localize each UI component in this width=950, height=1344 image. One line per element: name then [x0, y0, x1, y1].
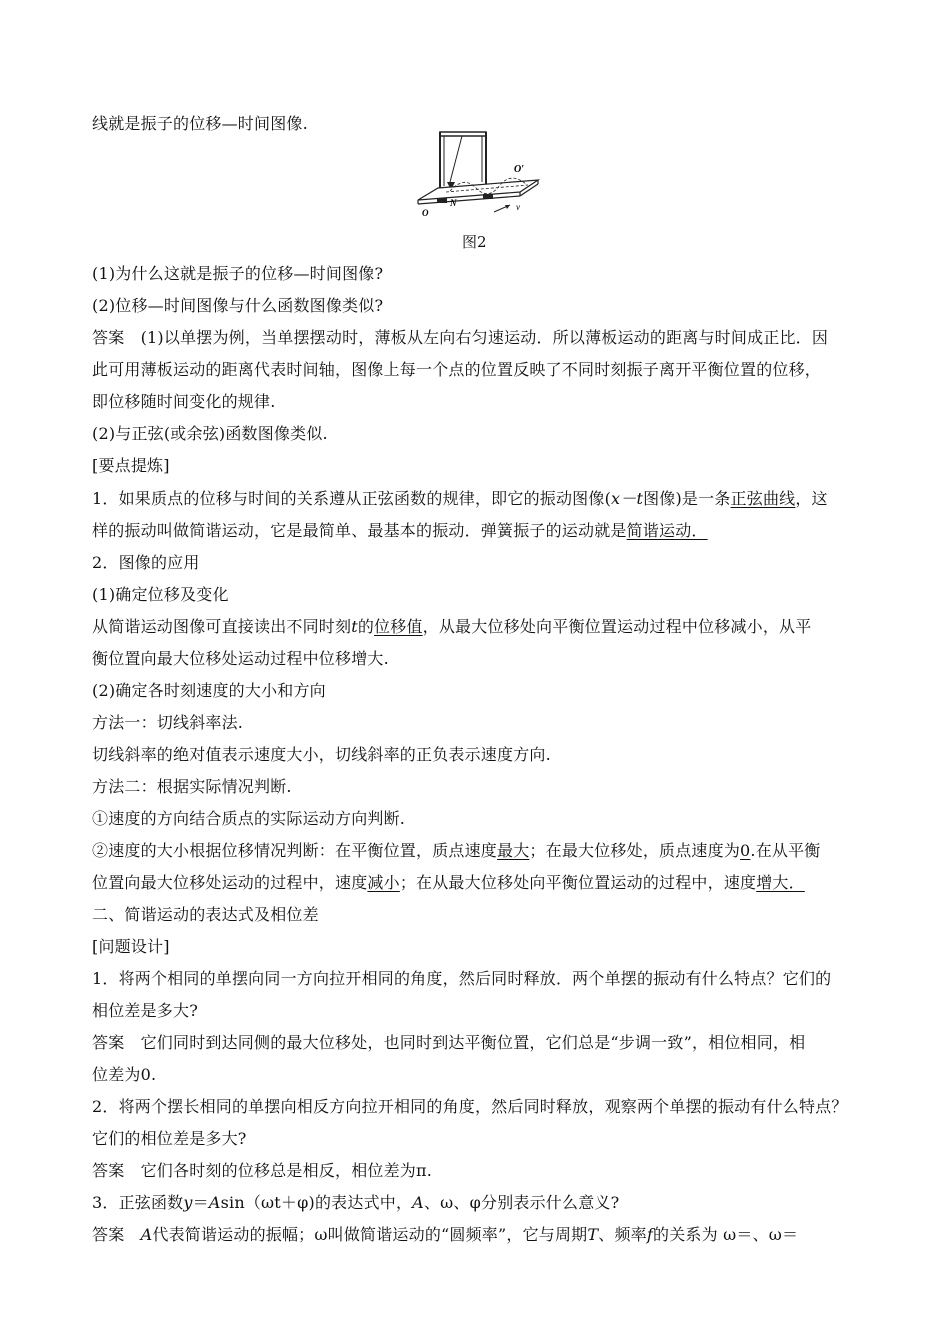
label-n: N [450, 198, 457, 208]
text-line [92, 1225, 872, 1245]
math-span: f [646, 1225, 653, 1244]
text-span: 、频率 [598, 1225, 647, 1244]
text-line [92, 617, 872, 637]
text-line [92, 489, 872, 509]
text-line: (2)与正弦(或余弦)函数图像类似. [92, 424, 328, 443]
label-o: O [422, 208, 429, 218]
text-span: ，这 [795, 489, 828, 508]
text-span: 答案 [92, 1225, 141, 1244]
text-line: ①速度的方向结合质点的实际运动方向判断. [92, 809, 406, 828]
text-span: ＝ [192, 1193, 209, 1212]
answer-underlined: 位移值 [374, 617, 423, 636]
section-heading: 二、简谐运动的表达式及相位差 [92, 905, 319, 924]
text-span: 从简谐运动图像可直接读出不同时刻 [92, 617, 352, 636]
text-line: 此可用薄板运动的距离代表时间轴，图像上每一个点的位置反映了不同时刻振子离开平衡位置的位移， [92, 360, 822, 379]
text-line: 衡位置向最大位移处运动过程中位移增大. [92, 649, 389, 668]
section-label: [要点提炼] [92, 456, 170, 475]
text-line [92, 1193, 872, 1213]
label-o-prime: O′ [514, 164, 525, 175]
text-line [92, 841, 872, 861]
text-span: 位置向最大位移处运动的过程中，速度 [92, 873, 368, 892]
text-span: ，从最大位移处向平衡位置运动过程中位移减小，从平 [422, 617, 812, 636]
math-span: A [412, 1193, 424, 1212]
text-span: sin（ωt＋φ)的表达式中， [220, 1193, 413, 1212]
label-v: v [516, 202, 520, 212]
math-span: x－t [611, 489, 644, 508]
answer-underlined: 正弦曲线 [730, 489, 796, 508]
answer-underlined: 0 [740, 841, 751, 860]
text-line: 即位移随时间变化的规律. [92, 392, 276, 411]
text-line: 2．将两个摆长相同的单摆向相反方向拉开相同的角度，然后同时释放，观察两个单摆的振动有什么特点？ [92, 1097, 848, 1116]
text-line: 它们的相位差是多大? [92, 1129, 247, 1148]
text-line [92, 873, 872, 893]
text-span: ；在从最大位移处向平衡位置运动的过程中，速度 [399, 873, 757, 892]
text-line [92, 521, 872, 541]
text-span: ；在最大位移处，质点速度为 [529, 841, 741, 860]
math-span: y [183, 1193, 193, 1212]
text-span: 图像)是一条 [643, 489, 731, 508]
math-span: t [351, 617, 358, 636]
text-span: 样的振动叫做简谐运动，它是最简单、最基本的振动．弹簧振子的运动就是 [92, 521, 627, 540]
figure-caption: 图2 [462, 233, 487, 251]
text-span: 代表简谐运动的振幅；ω叫做简谐运动的“圆频率”，它与周期 [152, 1225, 588, 1244]
math-span: T [587, 1225, 599, 1244]
pendulum-board-figure [410, 128, 550, 222]
text-span: .在从平衡 [750, 841, 821, 860]
text-line: 答案 (1)以单摆为例，当单摆摆动时，薄板从左向右匀速运动．所以薄板运动的距离与时间成正比．因 [92, 328, 829, 347]
answer-underlined: 简谐运动． [626, 521, 708, 540]
text-line: 线就是振子的位移—时间图像. [92, 114, 308, 133]
text-line: 答案 它们同时到达同侧的最大位移处，也同时到达平衡位置，它们总是“步调一致”，相位相同，相 [92, 1033, 806, 1052]
text-span: 的关系为 ω＝、ω＝ [653, 1225, 799, 1244]
text-line: 位差为0. [92, 1065, 157, 1084]
text-span: 的 [357, 617, 375, 636]
answer-underlined: 减小 [367, 873, 400, 892]
text-line: 答案 它们各时刻的位移总是相反，相位差为π. [92, 1161, 433, 1180]
text-span: 1．如果质点的位移与时间的关系遵从正弦函数的规律，即它的振动图像( [92, 489, 612, 508]
section-label: [问题设计] [92, 937, 170, 956]
text-span: 、ω、φ分别表示什么意义? [423, 1193, 620, 1212]
text-line: 方法二：根据实际情况判断. [92, 777, 292, 796]
answer-underlined: 增大． [756, 873, 805, 892]
text-line: (1)为什么这就是振子的位移—时间图像? [92, 264, 384, 283]
text-span: 3．正弦函数 [92, 1193, 184, 1212]
text-line: 切线斜率的绝对值表示速度大小，切线斜率的正负表示速度方向. [92, 745, 551, 764]
text-line: 方法一：切线斜率法. [92, 713, 244, 732]
text-line: (2)确定各时刻速度的大小和方向 [92, 681, 326, 700]
text-line: 1．将两个相同的单摆向同一方向拉开相同的角度，然后同时释放．两个单摆的振动有什么特点？它们的 [92, 969, 832, 988]
text-line: (1)确定位移及变化 [92, 585, 229, 604]
answer-underlined: 最大 [497, 841, 530, 860]
text-line: (2)位移—时间图像与什么函数图像类似? [92, 296, 384, 315]
math-span: A [208, 1193, 221, 1212]
text-line: 相位差是多大? [92, 1001, 198, 1020]
math-span: A [140, 1225, 153, 1244]
text-line: 2．图像的应用 [92, 553, 200, 572]
text-span: ②速度的大小根据位移情况判断：在平衡位置，质点速度 [92, 841, 498, 860]
